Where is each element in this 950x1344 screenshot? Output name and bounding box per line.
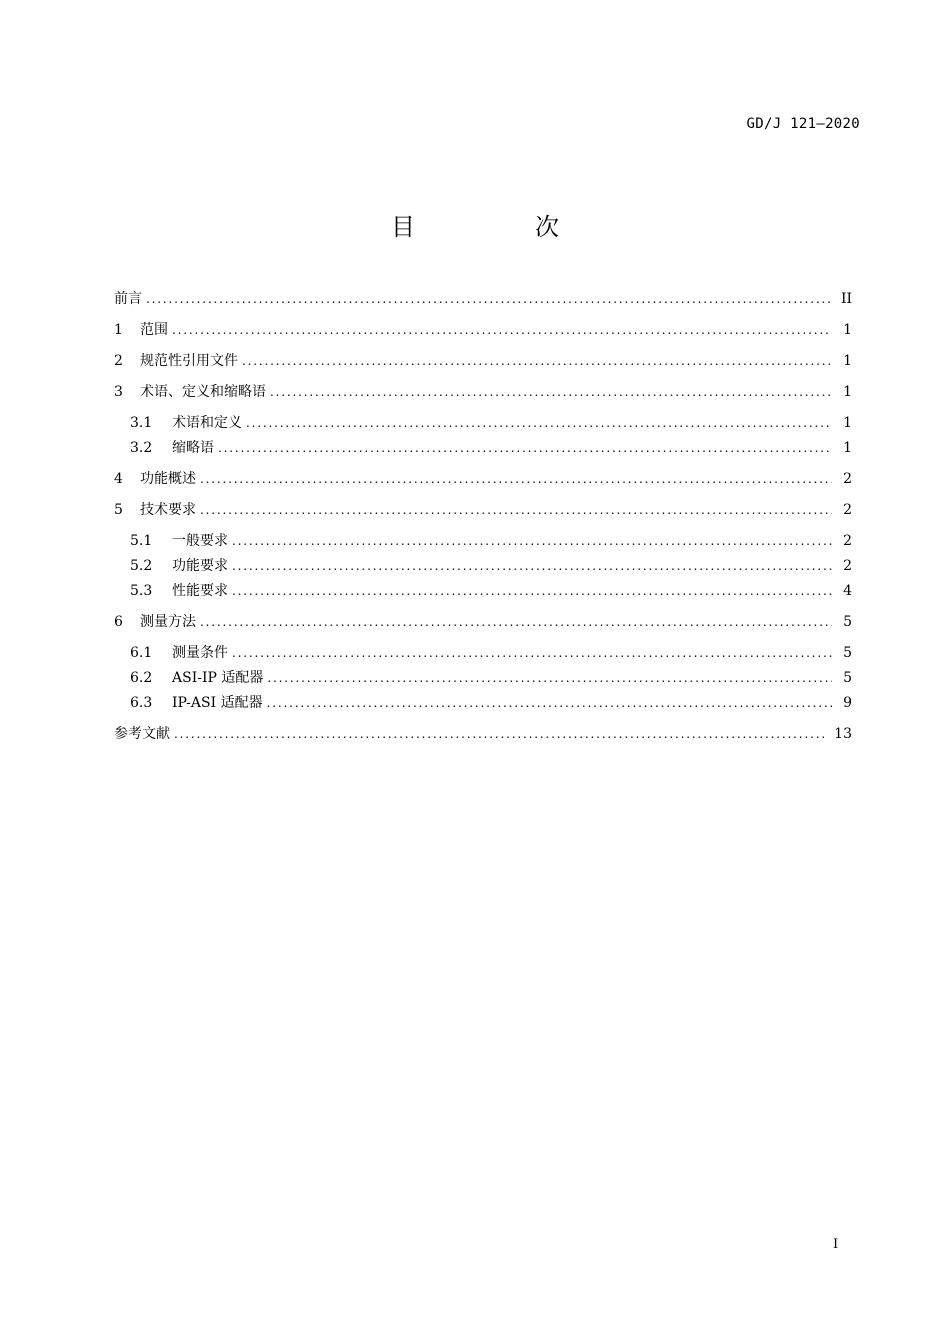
leader-dots bbox=[218, 440, 832, 456]
toc-entry-number: 5.3 bbox=[130, 583, 153, 599]
toc-entry-general-requirements[interactable] bbox=[130, 530, 852, 552]
toc-entry-page: 1 bbox=[843, 322, 852, 338]
toc-entry-terms[interactable] bbox=[114, 381, 852, 403]
toc-entry-abbreviations[interactable] bbox=[130, 437, 852, 459]
page-number: I bbox=[833, 1237, 839, 1252]
toc-entry-function-requirements[interactable] bbox=[130, 555, 852, 577]
toc-entry-page: II bbox=[840, 291, 852, 307]
leader-dots bbox=[232, 583, 832, 599]
leader-dots bbox=[172, 322, 832, 338]
toc-entry-label: 规范性引用文件 bbox=[140, 353, 238, 369]
toc-entry-number: 6 bbox=[114, 614, 123, 630]
leader-dots bbox=[232, 533, 832, 549]
toc-entry-number: 5.1 bbox=[130, 533, 153, 549]
toc-entry-number: 6.3 bbox=[130, 695, 153, 711]
leader-dots bbox=[146, 291, 832, 307]
toc-entry-page: 2 bbox=[843, 471, 852, 487]
toc-entry-label: 缩略语 bbox=[172, 440, 214, 456]
toc-entry-scope[interactable] bbox=[114, 319, 852, 341]
leader-dots bbox=[267, 695, 832, 711]
toc-entry-number: 2 bbox=[114, 353, 123, 369]
toc-entry-technical-requirements[interactable] bbox=[114, 499, 852, 521]
toc-entry-number: 3.1 bbox=[130, 415, 153, 431]
toc-entry-page: 2 bbox=[843, 502, 852, 518]
leader-dots bbox=[242, 353, 832, 369]
toc-entry-page: 4 bbox=[843, 583, 852, 599]
leader-dots bbox=[200, 502, 832, 518]
toc-entry-performance-requirements[interactable] bbox=[130, 580, 852, 602]
toc-entry-page: 1 bbox=[843, 353, 852, 369]
toc-entry-page: 1 bbox=[843, 440, 852, 456]
toc-entry-label: 性能要求 bbox=[172, 583, 228, 599]
toc-entry-page: 1 bbox=[843, 384, 852, 400]
leader-dots bbox=[232, 558, 832, 574]
toc-entry-label: 测量条件 bbox=[172, 645, 228, 661]
toc-entry-page: 1 bbox=[843, 415, 852, 431]
toc-entry-page: 5 bbox=[843, 670, 852, 686]
leader-dots bbox=[246, 415, 832, 431]
toc-entry-terms-definitions[interactable] bbox=[130, 412, 852, 434]
toc-entry-label: 一般要求 bbox=[172, 533, 228, 549]
toc-entry-label: 技术要求 bbox=[140, 502, 196, 518]
toc-entry-function-overview[interactable] bbox=[114, 468, 852, 490]
toc-entry-label: 术语、定义和缩略语 bbox=[140, 384, 266, 400]
toc-entry-label: 功能要求 bbox=[172, 558, 228, 574]
toc-entry-label: 范围 bbox=[140, 322, 168, 338]
toc-entry-label: ASI-IP 适配器 bbox=[172, 670, 264, 686]
leader-dots bbox=[270, 384, 832, 400]
leader-dots bbox=[200, 471, 832, 487]
toc-entry-label: 参考文献 bbox=[114, 726, 170, 742]
toc-entry-ip-asi-adapter[interactable] bbox=[130, 692, 852, 714]
toc-entry-number: 3.2 bbox=[130, 440, 153, 456]
toc-entry-page: 13 bbox=[834, 726, 852, 742]
toc-entry-number: 5.2 bbox=[130, 558, 153, 574]
toc-entry-label: 测量方法 bbox=[140, 614, 196, 630]
document-code: GD/J 121—2020 bbox=[746, 116, 860, 132]
toc-entry-page: 2 bbox=[843, 533, 852, 549]
toc-entry-number: 3 bbox=[114, 384, 123, 400]
toc-entry-bibliography[interactable] bbox=[114, 723, 852, 745]
toc-entry-foreword[interactable] bbox=[114, 288, 852, 310]
leader-dots bbox=[267, 670, 832, 686]
toc-entry-number: 6.1 bbox=[130, 645, 153, 661]
toc-entry-measurement-methods[interactable] bbox=[114, 611, 852, 633]
toc-entry-page: 5 bbox=[843, 614, 852, 630]
leader-dots bbox=[174, 726, 828, 742]
toc-entry-label: 前言 bbox=[114, 291, 142, 307]
toc-entry-asi-ip-adapter[interactable] bbox=[130, 667, 852, 689]
page-title: 目 次 bbox=[391, 213, 607, 241]
toc-entry-label: 术语和定义 bbox=[172, 415, 242, 431]
toc-entry-page: 9 bbox=[843, 695, 852, 711]
toc-entry-page: 2 bbox=[843, 558, 852, 574]
leader-dots bbox=[200, 614, 832, 630]
toc-entry-number: 1 bbox=[114, 322, 123, 338]
leader-dots bbox=[232, 645, 832, 661]
toc-entry-number: 6.2 bbox=[130, 670, 153, 686]
toc-entry-label: 功能概述 bbox=[140, 471, 196, 487]
toc-entry-number: 4 bbox=[114, 471, 123, 487]
toc-entry-label: IP-ASI 适配器 bbox=[172, 695, 263, 711]
toc-entry-normative-references[interactable] bbox=[114, 350, 852, 372]
toc-entry-number: 5 bbox=[114, 502, 123, 518]
toc-entry-measurement-conditions[interactable] bbox=[130, 642, 852, 664]
toc-entry-page: 5 bbox=[843, 645, 852, 661]
